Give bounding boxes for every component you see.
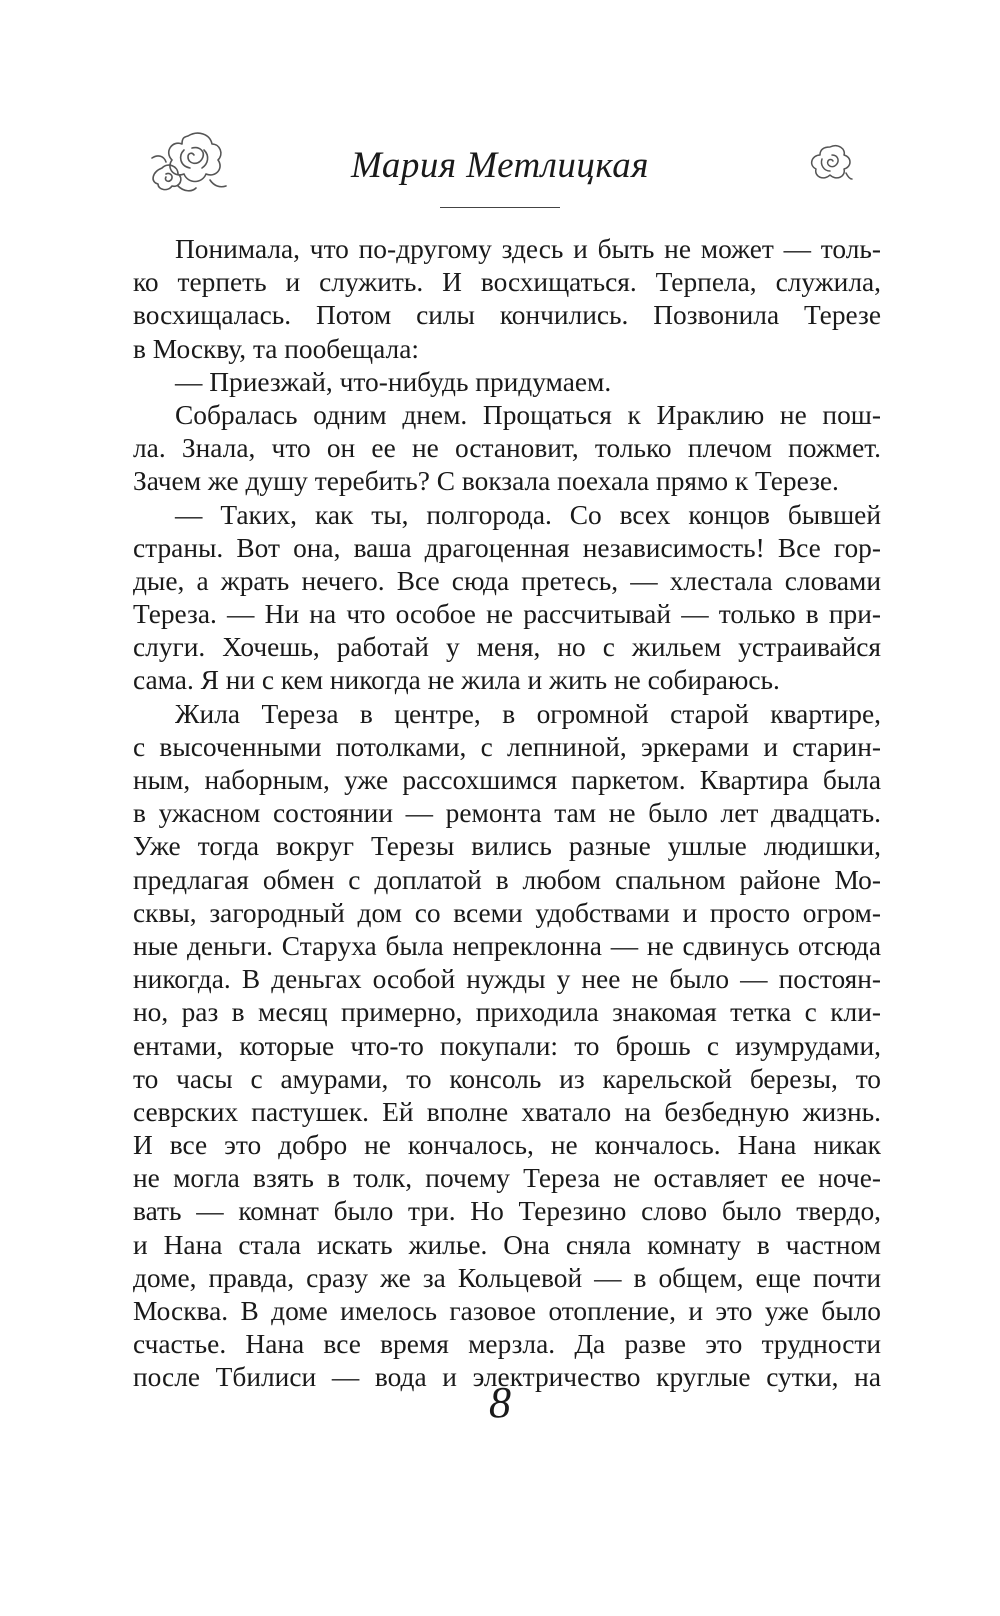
- text-line: в ужасном состоянии — ремонта там не было лет двадцать.: [133, 798, 881, 829]
- text-line: сквы, загородный дом со всеми удобствами и просто огром-: [133, 897, 881, 928]
- text-line: с высоченными потолками, с лепниной, эркерами и старин-: [133, 731, 881, 762]
- text-line: — Таких, как ты, полгорода. Со всех концов бывшей: [175, 499, 881, 530]
- text-line: ентами, которые что-то покупали: то брошь с изумрудами,: [133, 1030, 881, 1061]
- text-line: ным, наборным, уже рассохшимся паркетом. Квартира была: [133, 765, 881, 795]
- rose-ornament-icon: [148, 128, 230, 196]
- text-line: счастье. Нана все время мерзла. Да разве это трудности: [133, 1329, 881, 1360]
- text-line: Жила Тереза в центре, в огромной старой квартире,: [175, 698, 881, 729]
- text-line: вать — комнат было три. Но Терезино слово было твердо,: [133, 1196, 881, 1227]
- text-line: и Нана стала искать жилье. Она сняла комнату в частном: [133, 1229, 881, 1260]
- text-line: Понимала, что по-другому здесь и быть не может — толь-: [175, 234, 881, 264]
- text-line: ко терпеть и служить. И восхищаться. Терпела, служила,: [133, 267, 881, 298]
- text-line: Москва. В доме имелось газовое отопление, и это уже было: [133, 1296, 881, 1326]
- text-line: страны. Вот она, ваша драгоценная независимость! Все гор-: [133, 532, 881, 563]
- text-line: ла. Знала, что он ее не остановит, только плечом пожмет.: [133, 433, 881, 464]
- body-text: [133, 233, 881, 1395]
- text-line: Уже тогда вокруг Терезы вились разные ушлые людишки,: [133, 831, 881, 862]
- text-line: но, раз в месяц примерно, приходила знакомая тетка с кли-: [133, 997, 881, 1028]
- text-line: И все это добро не кончалось, не кончалось. Нана никак: [133, 1130, 881, 1161]
- text-line: — Приезжай, что-нибудь придумаем.: [175, 366, 612, 397]
- text-line: не могла взять в толк, почему Тереза не оставляет ее ноче-: [133, 1163, 881, 1194]
- text-line: то часы с амурами, то консоль из карельской березы, то: [133, 1063, 881, 1094]
- text-line: восхищалась. Потом силы кончились. Позвонила Терезе: [133, 300, 881, 331]
- text-line: сама. Я ни с кем никогда не жила и жить не собираюсь.: [133, 665, 780, 696]
- text-line: слуги. Хочешь, работай у меня, но с жильем устраивайся: [133, 632, 881, 663]
- page-header: [0, 0, 1000, 240]
- rose-ornament-icon: [810, 143, 854, 183]
- text-line: Собралась одним днем. Прощаться к Ираклию не пош-: [175, 399, 881, 430]
- text-line: никогда. В деньгах особой нужды у нее не было — постоян-: [133, 964, 881, 995]
- header-rule: [440, 207, 560, 208]
- text-line: в Москву, та пообещала:: [133, 333, 419, 364]
- text-line: Зачем же душу теребить? С вокзала поехала прямо к Терезе.: [133, 466, 839, 497]
- page-number: 8: [489, 1378, 511, 1427]
- text-line: дые, а жрать нечего. Все сюда претесь, — хлестала словами: [133, 565, 881, 596]
- text-line: доме, правда, сразу же за Кольцевой — в общем, еще почти: [133, 1262, 881, 1293]
- text-line: севрских пастушек. Ей вполне хватало на безбедную жизнь.: [133, 1096, 881, 1127]
- running-head: Мария Метлицкая: [351, 145, 649, 186]
- text-line: ные деньги. Старуха была непреклонна — не сдвинусь отсюда: [133, 930, 881, 961]
- text-line: после Тбилиси — вода и электричество круглые сутки, на: [133, 1362, 881, 1393]
- text-line: предлагая обмен с доплатой в любом спальном районе Мо-: [133, 864, 881, 895]
- text-line: Тереза. — Ни на что особое не рассчитывай — только в при-: [133, 599, 881, 630]
